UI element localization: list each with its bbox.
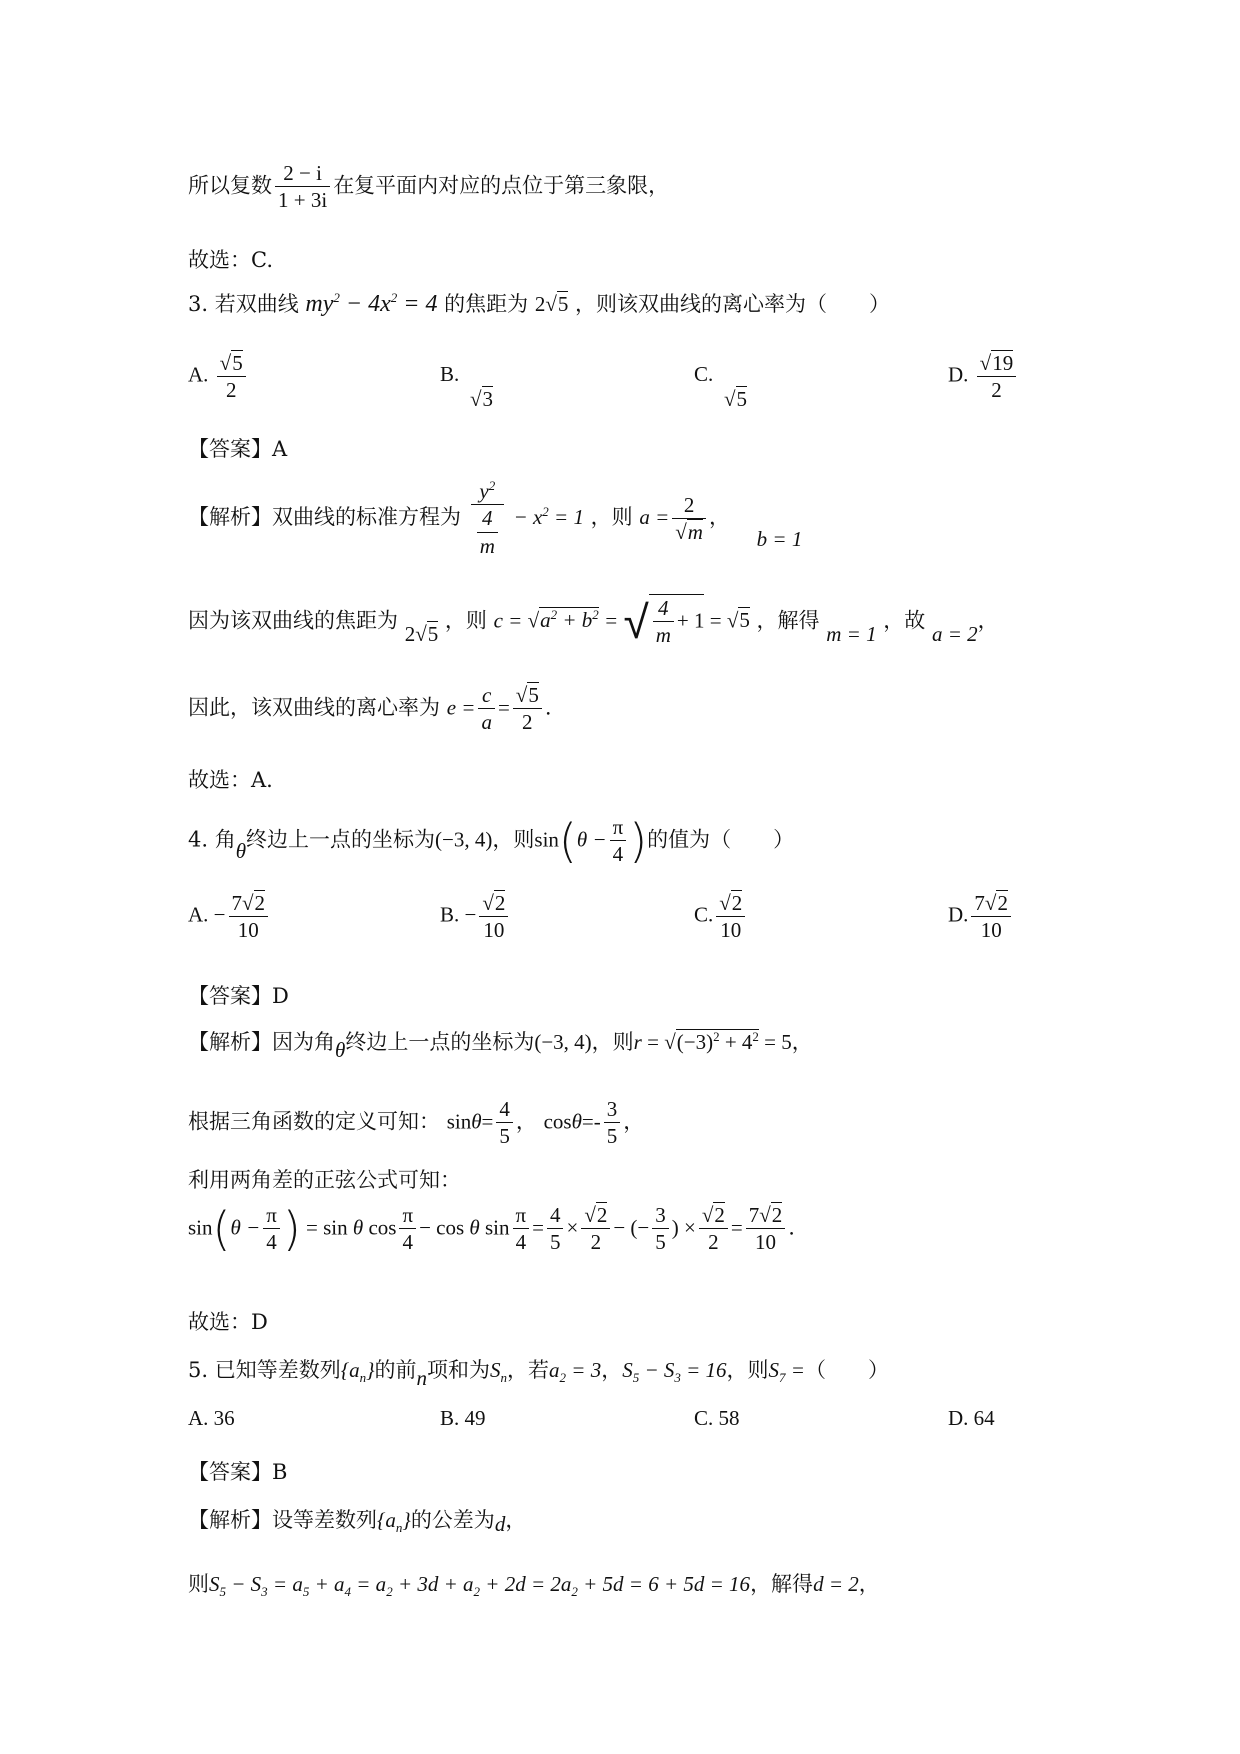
text: 因为该双曲线的焦距为 <box>188 608 398 633</box>
q4-solution-line3: 利用两角差的正弦公式可知： <box>188 1168 461 1192</box>
fraction: $\frac{y^2}{\frac{4}{m}}$ <box>471 478 504 559</box>
text: 【解析】双曲线的标准方程为 <box>188 504 461 529</box>
text: 在复平面内对应的点位于第三象限， <box>333 173 670 198</box>
q3-solution-line1: 【解析】双曲线的标准方程为 $\frac{y^2}{\frac{4}{m}}$ − $x^2 = 1$ ，则 a = $\frac{2}{√m}$ ， b = 1 <box>188 478 803 558</box>
label: B. <box>440 902 460 927</box>
label: C. <box>694 362 714 386</box>
label: B. <box>440 362 460 386</box>
choose-c: 故选：C. <box>188 248 273 272</box>
text: 因此，该双曲线的离心率为 <box>188 695 440 720</box>
q3-solution-line3: 因此，该双曲线的离心率为 e = $\frac{c}{a}$ = $\frac{√5}{2}$ . <box>188 683 552 735</box>
text: ，解得 <box>750 1572 814 1596</box>
text: ，则 <box>726 1358 769 1382</box>
formula: $my^2 - 4x^2 = 4$ <box>305 290 438 317</box>
q5-option-a: A. 36 <box>188 1406 235 1430</box>
label: D. <box>948 902 969 927</box>
denominator: 1 + 3i <box>278 188 328 213</box>
text: ，则 <box>590 504 633 529</box>
text: 则 <box>188 1572 209 1596</box>
question-3-stem <box>188 288 890 318</box>
q4-option-d: D. $\frac{7√2}{10}$ <box>948 890 1014 944</box>
text: 所以复数 <box>188 173 272 198</box>
label: D. <box>948 362 969 387</box>
formula: 2√5 <box>534 292 569 316</box>
label: A. <box>188 902 209 927</box>
numerator: 2 − i <box>275 160 330 187</box>
q4-option-a: A. − $\frac{7√2}{10}$ <box>188 890 271 944</box>
text: 项和为 <box>427 1358 491 1382</box>
q4-solution-formula: sin(θ − $\frac{\pi}{4}$ ) = sin θ cos $\frac{\pi}{4}$ − cos θ sin $\frac{\pi}{4}$ = $\frac{4}{5}$ × $\frac{√2}{2}$ − (− $\frac{3}{5}$ ) × $\frac{√2}{2}$ = $\frac{7√2}{10}$ . <box>188 1201 795 1256</box>
question-5-stem: 5. 已知等差数列$\{a_n\}$的前n项和为$S_n$，若$a_2 = 3$，$S_5 - S_3 = 16$，则$S_7$ =（ ） <box>188 1358 889 1390</box>
text: 的公差为 <box>410 1508 495 1532</box>
text: 的焦距为 <box>444 292 529 316</box>
q3-option-d <box>948 350 1019 404</box>
text: 3. 若双曲线 <box>188 292 299 316</box>
q4-option-c: C. $\frac{√2}{10}$ <box>694 890 748 944</box>
q4-answer: 【答案】D <box>188 984 289 1008</box>
q4-solution-line2: 根据三角函数的定义可知： sinθ= $\frac{4}{5}$ ， cosθ=- $\frac{3}{5}$ ， <box>188 1097 645 1149</box>
text: 【解析】因为角 <box>188 1030 335 1054</box>
text: 4. 角 <box>188 827 236 852</box>
text: ，故 <box>883 608 926 633</box>
q4-choose: 故选：D <box>188 1310 268 1334</box>
q4-option-b: B. − $\frac{√2}{10}$ <box>440 890 511 944</box>
label: C. <box>694 902 714 927</box>
text: 5. 已知等差数列 <box>188 1358 341 1382</box>
fraction: $\frac{√5}{2}$ <box>217 350 246 404</box>
text: 【解析】设等差数列 <box>188 1508 377 1532</box>
q5-option-d: D. 64 <box>948 1406 995 1430</box>
text: ，则该双曲线的离心率为（ ） <box>575 292 891 316</box>
q3-option-b: B. √3 <box>440 362 494 411</box>
text: （ ） <box>804 1358 889 1382</box>
q4-solution-line1: 【解析】因为角θ终边上一点的坐标为(−3, 4)，则$r = √(-3)^2 + 4^2 = 5$， <box>188 1029 813 1062</box>
label: A. <box>188 362 209 387</box>
text: ，则 <box>591 1030 634 1054</box>
text: ，若 <box>507 1358 550 1382</box>
text: 终边上一点的坐标为 <box>345 1030 535 1054</box>
q3-answer: 【答案】A <box>188 437 288 461</box>
q3-option-a <box>188 350 249 404</box>
text: ， <box>601 1358 623 1382</box>
text: ，则 <box>444 608 487 633</box>
q3-option-c: C. √5 <box>694 362 748 411</box>
fraction: $\frac{2}{√m}$ <box>672 492 706 546</box>
text: ，解得 <box>756 608 820 633</box>
text: 终边上一点的坐标为 <box>246 827 436 852</box>
text: 的前 <box>374 1358 417 1382</box>
fraction: $\frac{√19}{2}$ <box>977 350 1017 404</box>
fraction <box>275 160 330 214</box>
q5-option-b: B. 49 <box>440 1406 486 1430</box>
statement-complex-quadrant <box>188 160 669 214</box>
text: 的值为（ ） <box>647 827 795 852</box>
q3-choose: 故选：A. <box>188 768 273 792</box>
q5-solution-line1: 【解析】设等差数列$\{a_n\}$的公差为d， <box>188 1508 527 1536</box>
q5-answer: 【答案】B <box>188 1460 288 1484</box>
text: 根据三角函数的定义可知： <box>188 1109 440 1134</box>
q5-solution-line2: 则$S_5 - S_3 = a_5 + a_4 = a_2 + 3d + a_2 + 2d = 2a_2 + 5d = 6 + 5d = 16$，解得d = 2， <box>188 1572 880 1600</box>
q5-option-c: C. 58 <box>694 1406 740 1430</box>
text: ，则 <box>492 827 535 852</box>
q3-solution-line2: 因为该双曲线的焦距为 2√5 ，则 $c = √a^2 + b^2$ = √ $\frac{4}{m}$ + 1 = √5 ，解得 m = 1 ，故 a = 2， <box>188 594 999 649</box>
question-4-stem: 4. 角θ终边上一点的坐标为(−3, 4)，则sin(θ − $\frac{\pi}{4}$ )的值为（ ） <box>188 813 795 868</box>
